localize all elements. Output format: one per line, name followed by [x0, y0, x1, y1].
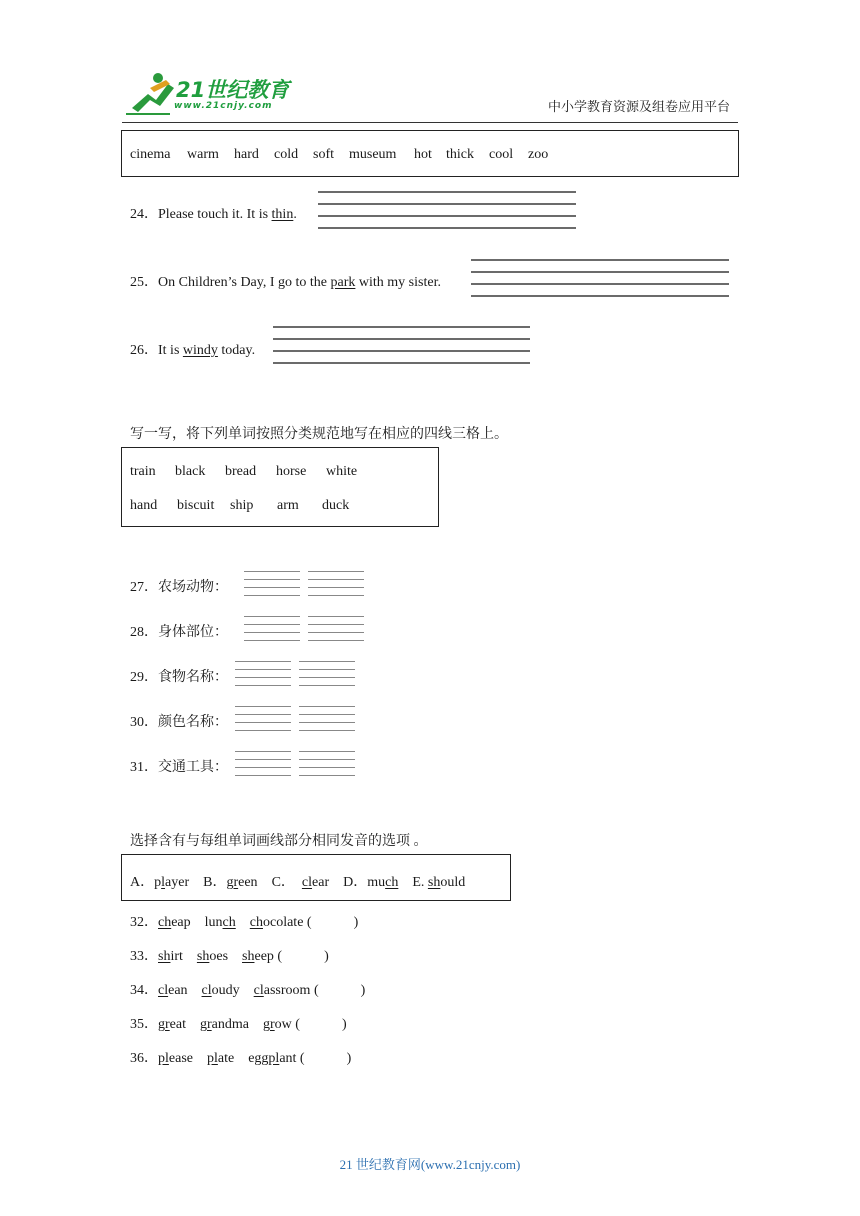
option-e: E. should: [412, 875, 466, 890]
question-number: 26．: [130, 343, 158, 358]
mini-four-line-grid[interactable]: [308, 616, 364, 642]
mini-four-line-grid[interactable]: [299, 751, 355, 777]
mini-four-line-grid[interactable]: [308, 571, 364, 597]
word-bank-item: cold: [274, 147, 299, 162]
answer-blank[interactable]: ( ): [313, 983, 366, 998]
key-word: thin: [271, 207, 294, 222]
question-text: Please touch it. It is: [158, 207, 272, 222]
mini-four-line-grid[interactable]: [235, 661, 291, 687]
question-24: [130, 203, 297, 223]
word-bank-item: thick: [446, 147, 474, 162]
question-number: 24．: [130, 207, 158, 222]
question-text: .: [293, 207, 297, 222]
word-bank-item: zoo: [528, 147, 549, 162]
word-bank-item: arm: [277, 498, 299, 513]
word-bank-item: soft: [313, 147, 334, 162]
option-b: B．green: [203, 875, 258, 890]
answer-blank[interactable]: ( ): [277, 949, 329, 964]
category-label: 食物名称：: [158, 670, 228, 685]
word-bank-item: white: [326, 464, 358, 479]
word-bank-item: hard: [234, 147, 259, 162]
question-26: [130, 339, 255, 359]
answer-blank[interactable]: ( ): [306, 915, 359, 930]
word-bank-item: cool: [489, 147, 514, 162]
word-bank-2: [121, 447, 439, 527]
mini-four-line-grid[interactable]: [244, 616, 300, 642]
word-bank-item: horse: [276, 464, 307, 479]
word-bank-item: ship: [230, 498, 254, 513]
question-27: [130, 576, 228, 596]
question-number: 31．: [130, 760, 158, 775]
question-31: [130, 756, 228, 776]
question-number: 29．: [130, 670, 158, 685]
header-divider: [122, 122, 738, 123]
question-36: 36．please plate eggplant ( ): [130, 1051, 352, 1066]
word-bank-item: museum: [349, 147, 397, 162]
mini-four-line-grid[interactable]: [235, 751, 291, 777]
word-bank-item: warm: [187, 147, 219, 162]
mini-four-line-grid[interactable]: [235, 706, 291, 732]
question-number: 28．: [130, 625, 158, 640]
option-d: D．much: [343, 875, 399, 890]
word-bank-item: hot: [414, 147, 432, 162]
question-33: 33．shirt shoes sheep ( ): [130, 949, 329, 964]
answer-blank[interactable]: ( ): [295, 1017, 347, 1032]
question-30: [130, 711, 228, 731]
options-box: [121, 854, 511, 901]
logo-url: www.21cnjy.com: [174, 101, 273, 111]
four-line-grid[interactable]: [471, 259, 729, 299]
word-bank-item: cinema: [130, 147, 171, 162]
question-28: [130, 621, 228, 641]
category-label: 交通工具：: [158, 760, 228, 775]
word-bank-item: bread: [225, 464, 257, 479]
word-bank-item: black: [175, 464, 206, 479]
word-bank-item: hand: [130, 498, 158, 513]
category-label: 身体部位：: [158, 625, 228, 640]
logo-text: 21世纪教育: [176, 78, 290, 102]
section-3-instruction: 选择含有与每组单词画线部分相同发音的选项 。: [130, 834, 428, 849]
answer-blank[interactable]: ( ): [299, 1051, 352, 1066]
category-label: 颜色名称：: [158, 715, 228, 730]
question-number: 27．: [130, 580, 158, 595]
question-text: today.: [217, 343, 256, 358]
options-line: [130, 871, 465, 891]
question-25: [130, 271, 441, 291]
page-footer: 21 世纪教育网(www.21cnjy.com): [339, 1157, 521, 1172]
word-bank-1: [121, 130, 739, 177]
key-word: windy: [182, 343, 218, 358]
platform-title: 中小学教育资源及组卷应用平台: [547, 99, 730, 114]
question-text: On Children’s Day, I go to the: [158, 275, 331, 290]
key-word: park: [330, 275, 356, 290]
mini-four-line-grid[interactable]: [244, 571, 300, 597]
question-34: 34．clean cloudy classroom ( ): [130, 983, 366, 998]
category-label: 农场动物：: [158, 580, 228, 595]
mini-four-line-grid[interactable]: [299, 706, 355, 732]
question-29: [130, 666, 228, 686]
word-bank-item: duck: [322, 498, 350, 513]
question-text: It is: [158, 343, 183, 358]
word-bank-item: train: [130, 464, 156, 479]
question-35: 35．great grandma grow ( ): [130, 1017, 347, 1032]
mini-four-line-grid[interactable]: [299, 661, 355, 687]
question-text: with my sister.: [355, 275, 441, 290]
question-32: 32．cheap lunch chocolate ( ): [130, 915, 359, 930]
question-number: 25．: [130, 275, 158, 290]
four-line-grid[interactable]: [318, 191, 576, 231]
option-c: C． clear: [271, 875, 330, 890]
four-line-grid[interactable]: [273, 326, 530, 366]
word-bank-item: biscuit: [177, 498, 215, 513]
section-2-instruction: 写一写，将下列单词按照分类规范地写在相应的四线三格上。: [130, 427, 508, 442]
option-a: A．player: [130, 875, 190, 890]
question-number: 30．: [130, 715, 158, 730]
